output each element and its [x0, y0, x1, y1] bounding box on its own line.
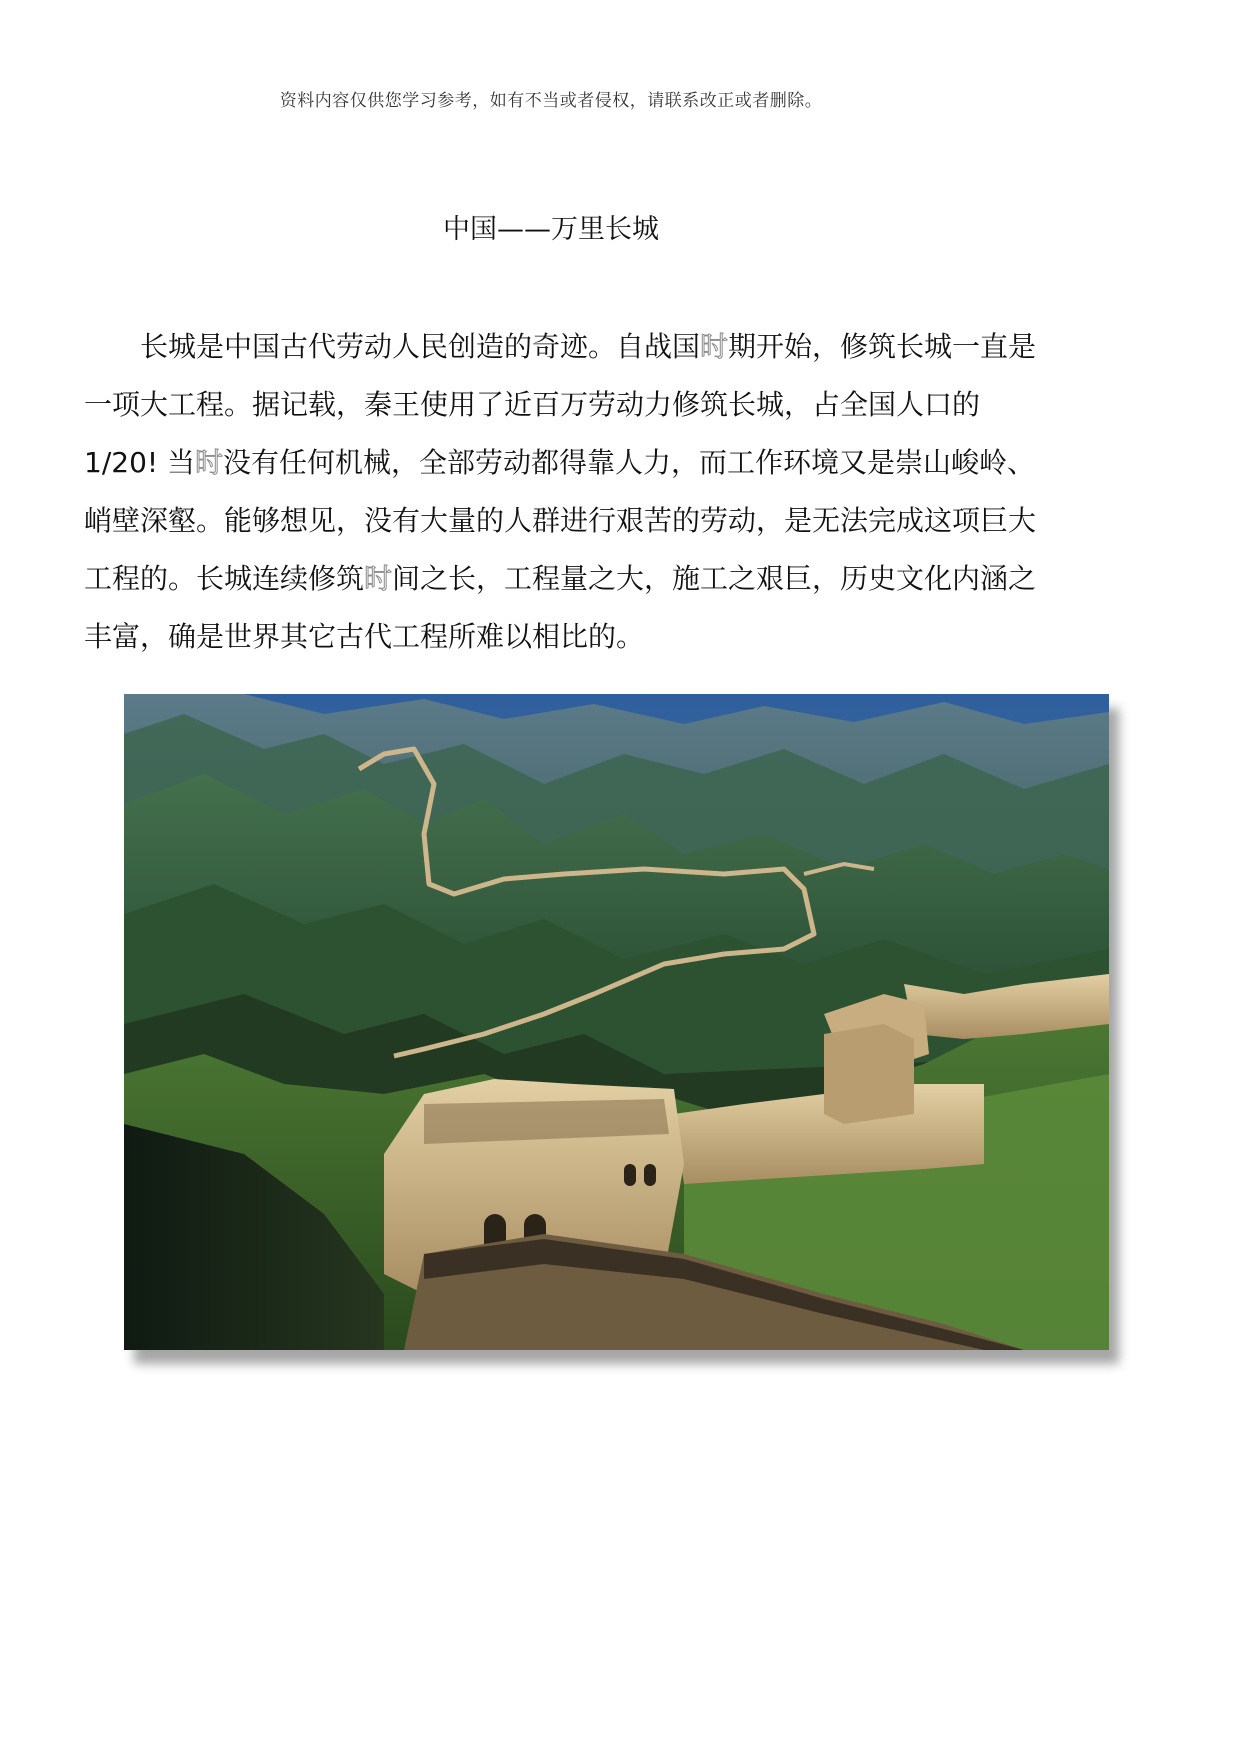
- tower-window-2: [644, 1164, 656, 1186]
- paragraph-segment: 期开始，修筑长城一直是一项大工程。据记载，秦王使用了近百万劳动力修筑长城，占全国人口的 1/20! 当: [84, 330, 1037, 479]
- paragraph-segment: 间之长，工程量之大，施工之艰巨，历史文化内涵之丰富，确是世界其它古代工程所难以相比的。: [84, 562, 1037, 653]
- document-title: 中国——万里长城: [443, 214, 659, 245]
- header-disclaimer: 资料内容仅供您学习参考，如有不当或者侵权，请联系改正或者删除。: [279, 91, 823, 111]
- outlined-character: 时: [364, 562, 393, 595]
- tower-window-1: [624, 1164, 636, 1186]
- paragraph-segment: 长城是中国古代劳动人民创造的奇迹。自战国: [140, 330, 701, 363]
- wall-ramp: [824, 1024, 914, 1124]
- great-wall-photo: [124, 694, 1109, 1350]
- outlined-character: 时: [195, 446, 224, 479]
- outlined-character: 时: [700, 330, 729, 363]
- great-wall-illustration: [124, 694, 1109, 1350]
- body-paragraph: [84, 318, 1044, 666]
- paragraph-segment: 没有任何机械，全部劳动都得靠人力，而工作环境又是崇山峻岭、 峭壁深壑。能够想见，没有大量的人群进行艰苦的劳动，是无法完成这项巨大工程的。长城连续修筑: [84, 446, 1037, 595]
